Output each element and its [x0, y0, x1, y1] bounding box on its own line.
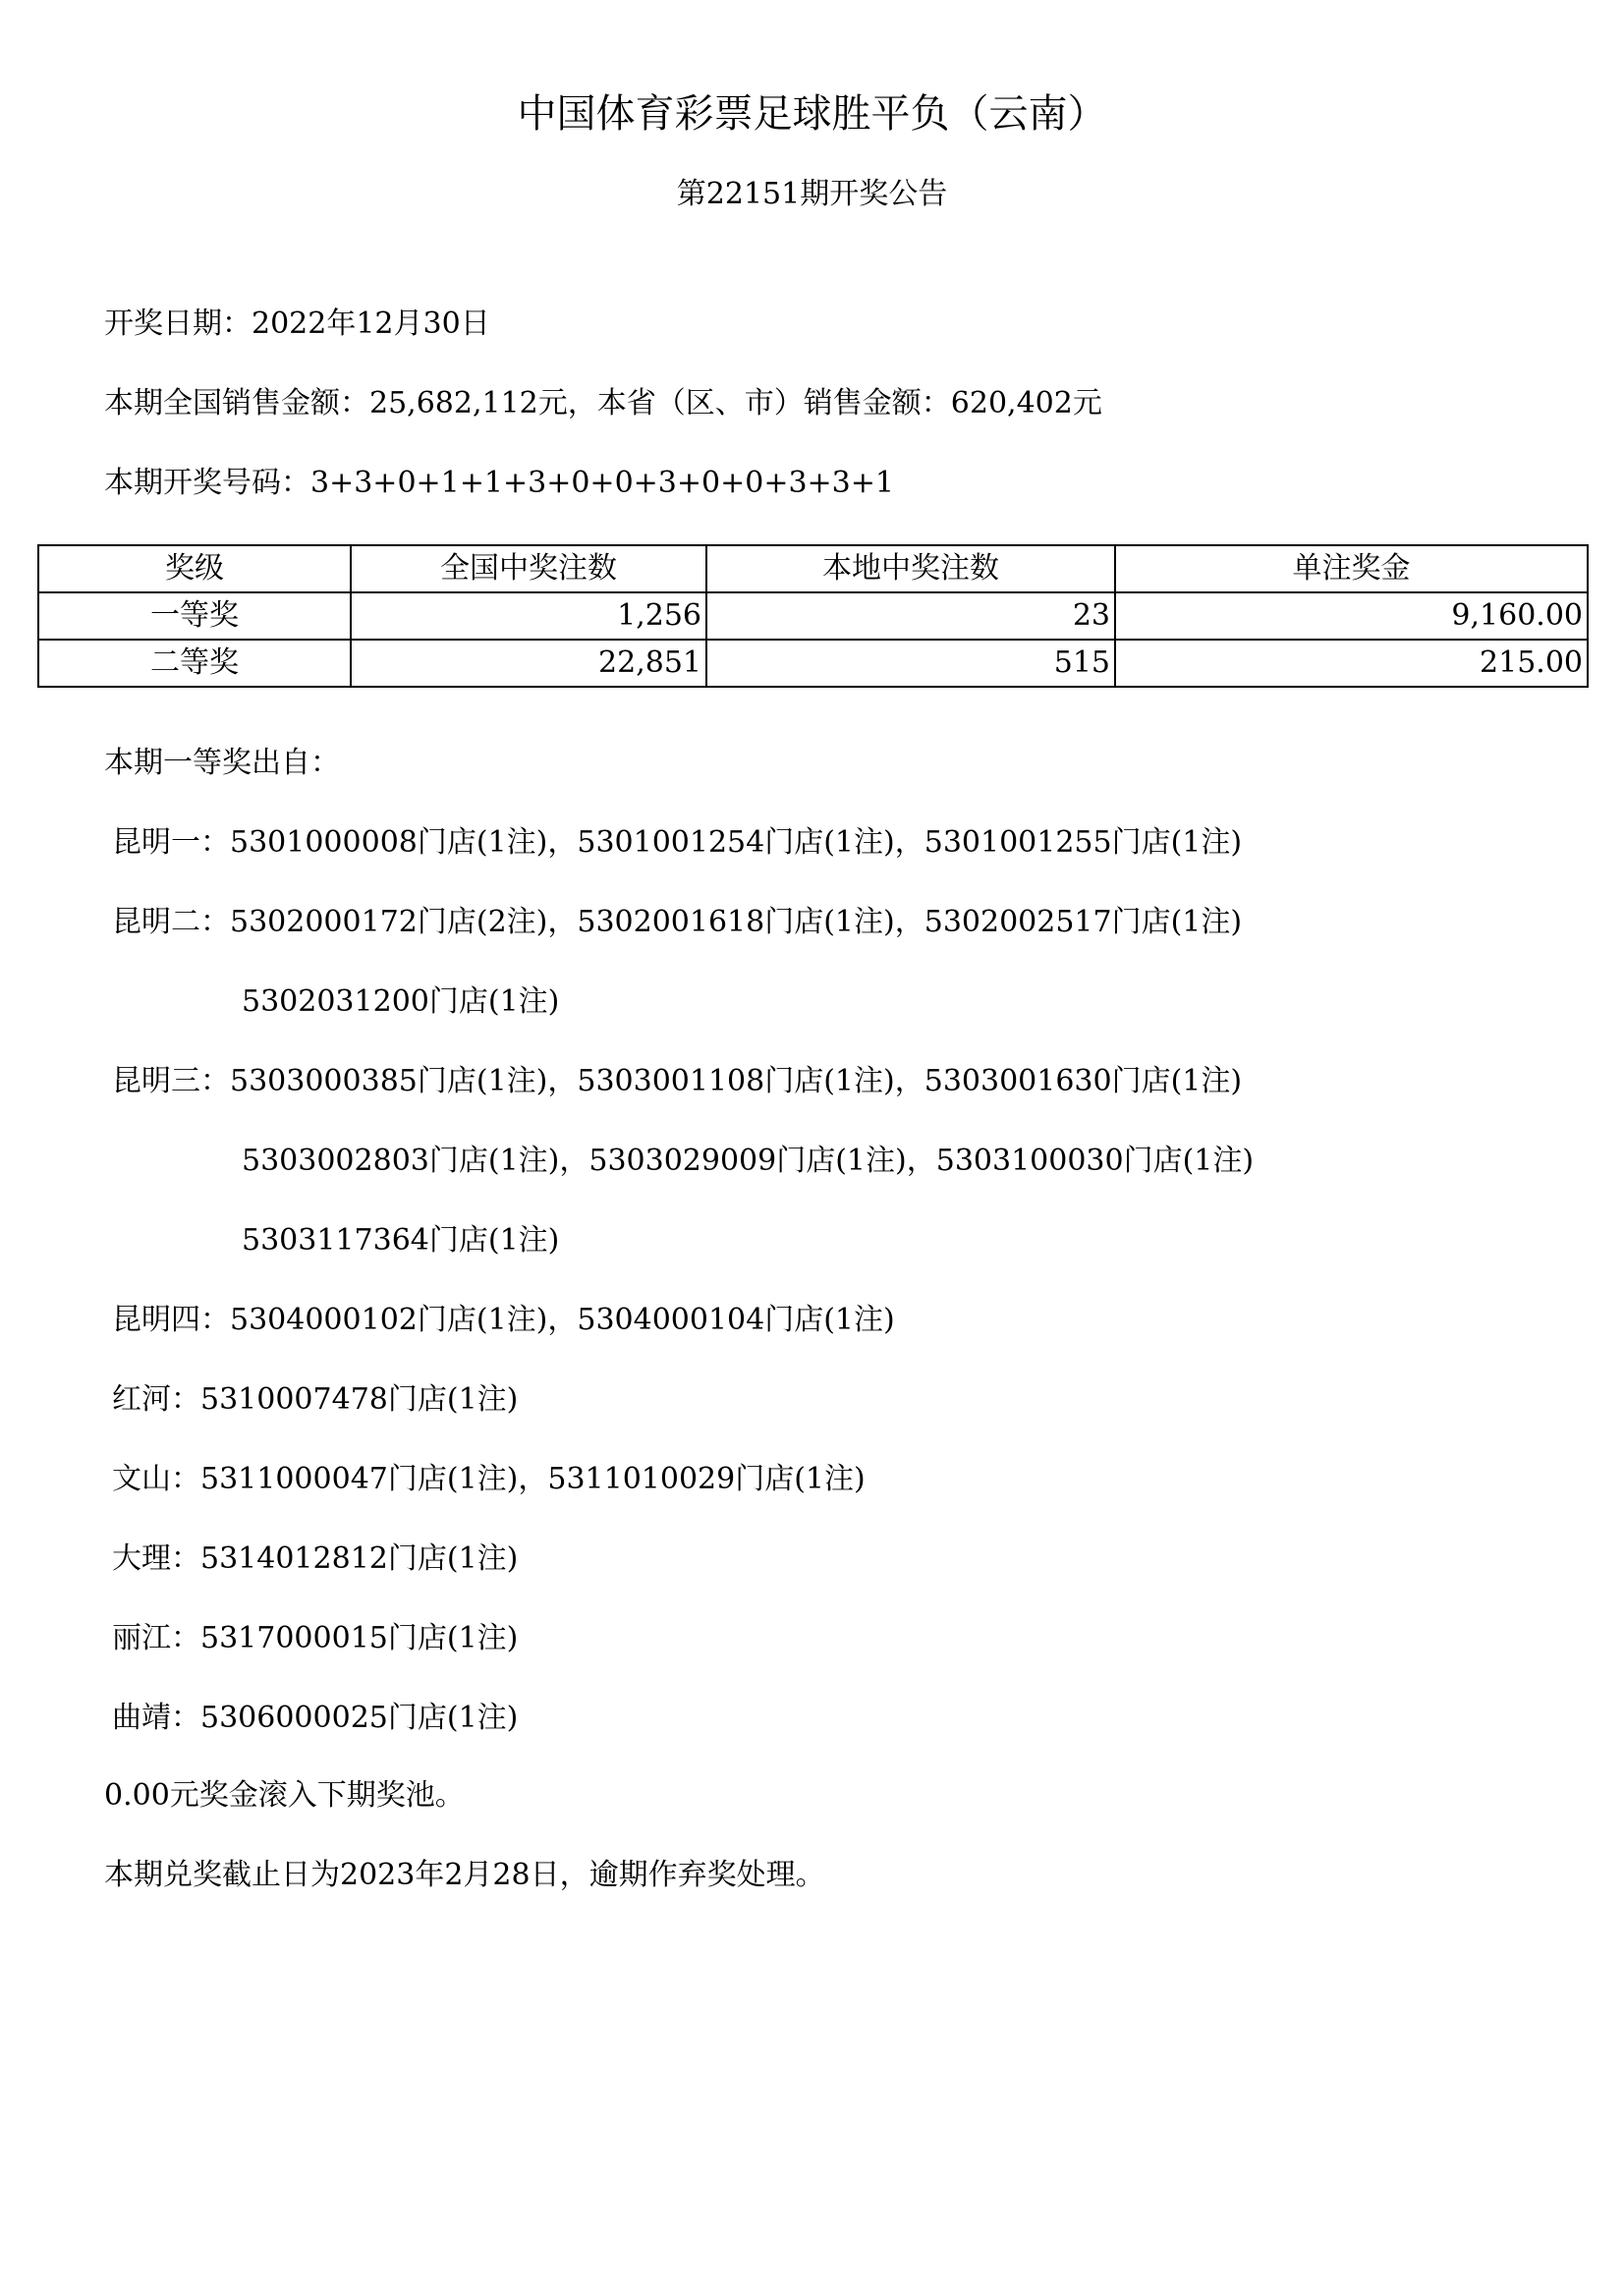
winner-line: 曲靖：5306000025门店(1注)	[112, 1701, 519, 1735]
winner-line: 昆明二：5302000172门店(2注)，5302001618门店(1注)，5302002517门店(1注)	[112, 905, 1243, 939]
winner-line: 昆明四：5304000102门店(1注)，5304000104门店(1注)	[112, 1303, 895, 1337]
winner-line: 昆明三：5303000385门店(1注)，5303001108门店(1注)，5303001630门店(1注)	[112, 1064, 1243, 1098]
winner-line: 丽江：5317000015门店(1注)	[112, 1621, 519, 1655]
local-count: 23	[706, 592, 1115, 640]
prize-table	[37, 544, 1589, 688]
table-row	[38, 640, 1588, 687]
header-prize-amount: 单注奖金	[1115, 545, 1588, 592]
prize-amount: 215.00	[1115, 640, 1588, 687]
prize-level: 二等奖	[38, 640, 351, 687]
prize-level: 一等奖	[38, 592, 351, 640]
issue-subtitle: 第22151期开奖公告	[676, 177, 948, 211]
winner-line: 5303117364门店(1注)	[242, 1223, 560, 1258]
page-title: 中国体育彩票足球胜平负（云南）	[517, 91, 1107, 137]
rollover-note: 0.00元奖金滚入下期奖池。	[104, 1778, 465, 1813]
winner-line: 5302031200门店(1注)	[242, 984, 560, 1019]
deadline-note: 本期兑奖截止日为2023年2月28日，逾期作弃奖处理。	[104, 1858, 825, 1892]
national-count: 1,256	[351, 592, 706, 640]
national-count: 22,851	[351, 640, 706, 687]
winner-line: 大理：5314012812门店(1注)	[112, 1541, 519, 1576]
sales-amount: 本期全国销售金额：25,682,112元，本省（区、市）销售金额：620,402元	[104, 386, 1102, 420]
winners-intro: 本期一等奖出自：	[104, 746, 340, 780]
table-row	[38, 592, 1588, 640]
header-level: 奖级	[38, 545, 351, 592]
table-header-row	[38, 545, 1588, 592]
header-national-count: 全国中奖注数	[351, 545, 706, 592]
local-count: 515	[706, 640, 1115, 687]
winner-line: 昆明一：5301000008门店(1注)，5301001254门店(1注)，5301001255门店(1注)	[112, 825, 1243, 860]
prize-amount: 9,160.00	[1115, 592, 1588, 640]
draw-numbers: 本期开奖号码：3+3+0+1+1+3+0+0+3+0+0+3+3+1	[104, 466, 894, 500]
winner-line: 红河：5310007478门店(1注)	[112, 1382, 519, 1417]
winner-line: 5303002803门店(1注)，5303029009门店(1注)，5303100030门店(1注)	[242, 1144, 1255, 1178]
winner-line: 文山：5311000047门店(1注)，5311010029门店(1注)	[112, 1462, 866, 1496]
draw-date: 开奖日期：2022年12月30日	[104, 307, 490, 341]
header-local-count: 本地中奖注数	[706, 545, 1115, 592]
